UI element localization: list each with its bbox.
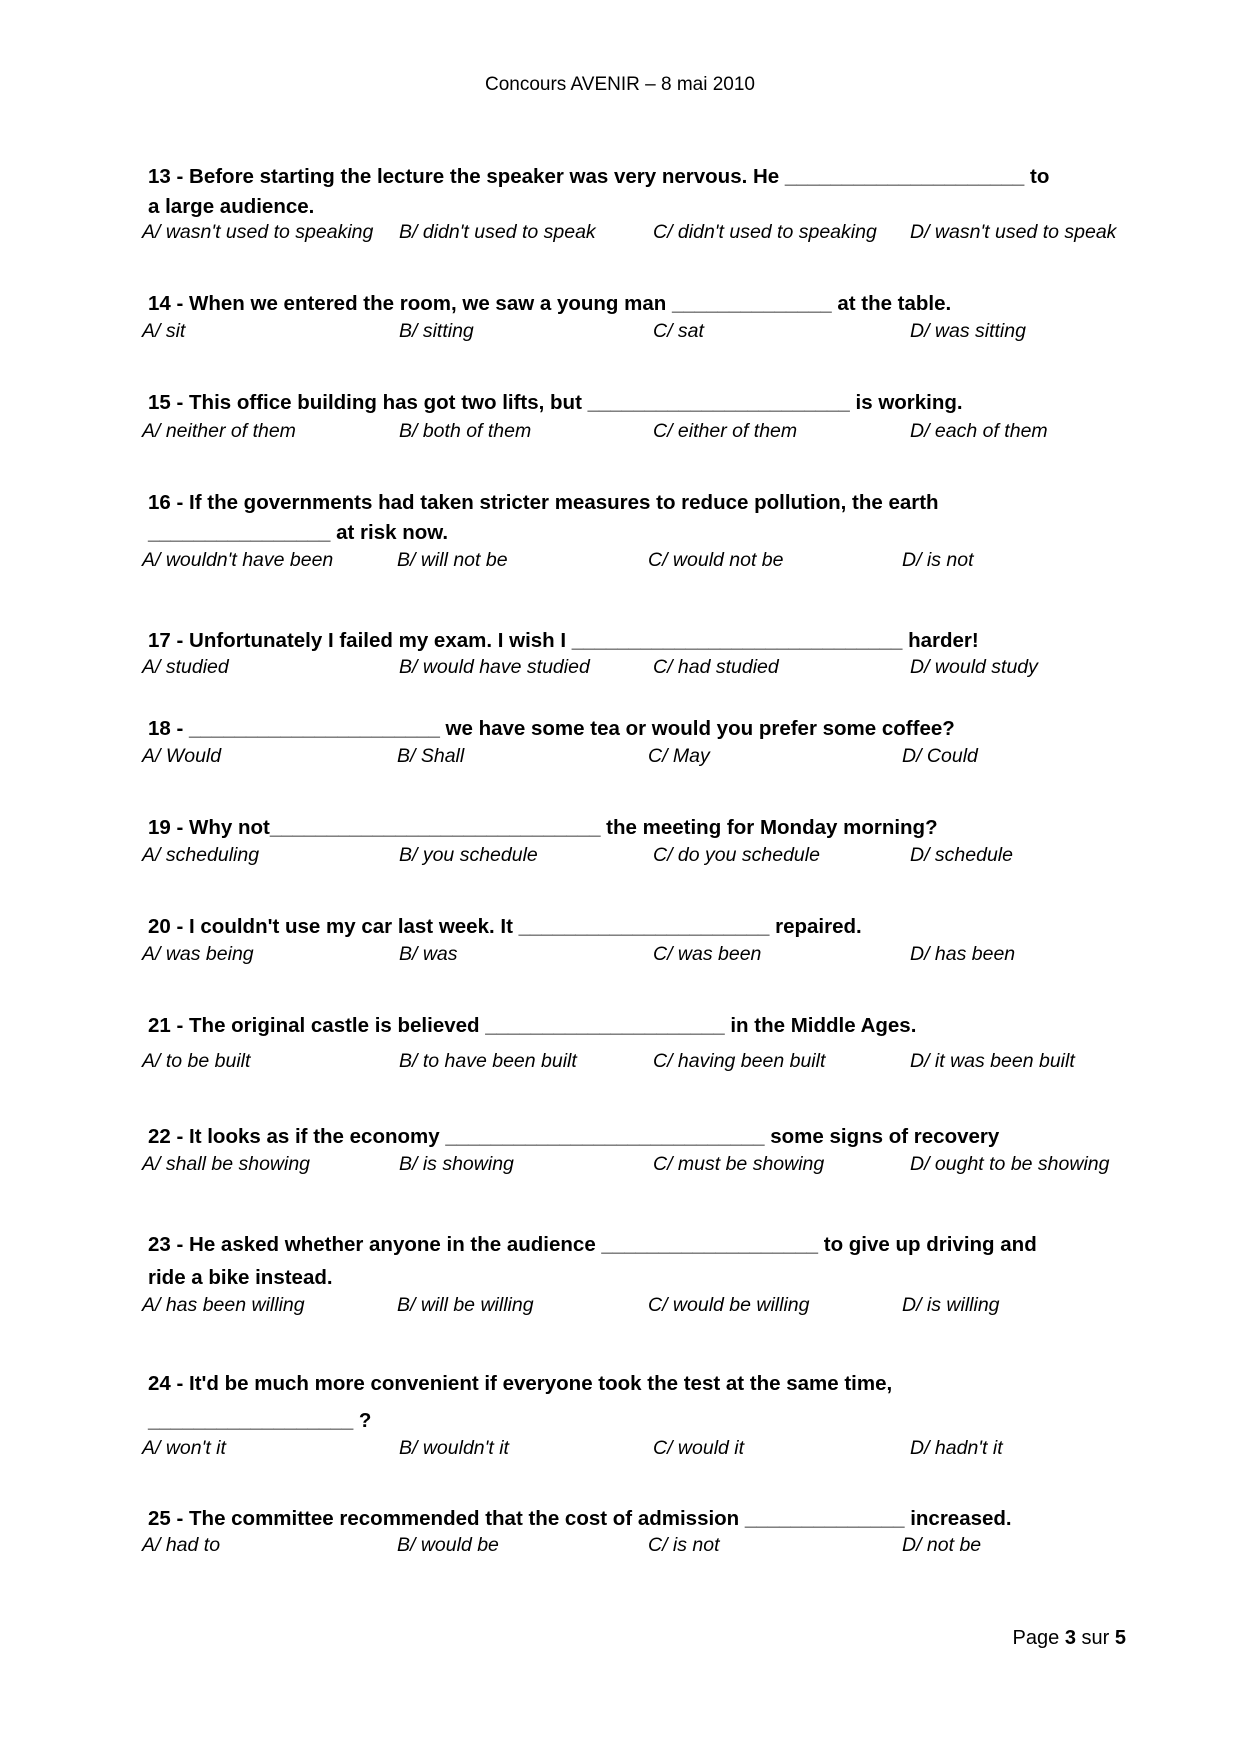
question-17	[148, 626, 1128, 656]
option-b: B/ sitting	[399, 320, 474, 342]
question-text-line: __________________ ?	[148, 1409, 372, 1432]
option-b: B/ was	[399, 943, 458, 965]
question-text-line: ride a bike instead.	[148, 1266, 333, 1289]
question-22	[148, 1122, 1128, 1152]
question-text-line: 21 - The original castle is believed _____________________ in the Middle Ages.	[148, 1014, 917, 1037]
options-17	[142, 656, 1142, 684]
question-text-line: 14 - When we entered the room, we saw a young man ______________ at the table.	[148, 292, 952, 315]
question-14	[148, 289, 1128, 319]
question-text-line: 25 - The committee recommended that the cost of admission ______________ increased.	[148, 1507, 1012, 1530]
option-d: D/ is willing	[902, 1294, 1000, 1316]
question-18	[148, 714, 1128, 744]
options-23	[142, 1294, 1142, 1322]
option-a: A/ sit	[142, 320, 186, 342]
option-d: D/ would study	[910, 656, 1038, 678]
option-c: C/ May	[648, 745, 710, 767]
option-c: C/ having been built	[653, 1050, 826, 1072]
option-c: C/ would it	[653, 1437, 745, 1459]
page-separator: sur	[1081, 1627, 1110, 1649]
option-b: B/ to have been built	[399, 1050, 577, 1072]
question-text-line: 17 - Unfortunately I failed my exam. I wish I _____________________________ harder!	[148, 629, 979, 652]
question-21	[148, 1011, 1128, 1041]
question-text-line: 20 - I couldn't use my car last week. It ______________________ repaired.	[148, 915, 862, 938]
options-22	[142, 1153, 1142, 1181]
option-c: C/ is not	[648, 1534, 720, 1556]
options-14	[142, 320, 1142, 348]
option-a: A/ scheduling	[142, 844, 260, 866]
question-text-line: 15 - This office building has got two lifts, but _______________________ is working.	[148, 391, 963, 414]
option-d: D/ schedule	[910, 844, 1013, 866]
question-text-line: 23 - He asked whether anyone in the audience ___________________ to give up driving and	[148, 1233, 1037, 1256]
question-19	[148, 813, 1128, 843]
option-d: D/ has been	[910, 943, 1016, 965]
question-text-line: 19 - Why not_____________________________ the meeting for Monday morning?	[148, 816, 938, 839]
options-13	[142, 221, 1142, 249]
question-text-line: 16 - If the governments had taken stricter measures to reduce pollution, the earth	[148, 491, 939, 514]
option-d: D/ is not	[902, 549, 974, 571]
option-c: C/ must be showing	[653, 1153, 825, 1175]
question-text-line: a large audience.	[148, 195, 315, 218]
option-c: C/ was been	[653, 943, 762, 965]
options-19	[142, 844, 1142, 872]
page-header: Concours AVENIR – 8 mai 2010	[484, 74, 755, 95]
option-b: B/ both of them	[399, 420, 532, 442]
option-a: A/ had to	[142, 1534, 221, 1556]
option-b: B/ is showing	[399, 1153, 514, 1175]
option-b: B/ didn't used to speak	[399, 221, 596, 243]
option-c: C/ sat	[653, 320, 704, 342]
question-text-line: 18 - ______________________ we have some tea or would you prefer some coffee?	[148, 717, 955, 740]
question-text-line: 13 - Before starting the lecture the speaker was very nervous. He _____________________ to	[148, 165, 1050, 188]
option-d: D/ was sitting	[910, 320, 1026, 342]
option-d: D/ each of them	[910, 420, 1048, 442]
option-a: A/ won't it	[142, 1437, 226, 1459]
option-d: D/ hadn't it	[910, 1437, 1003, 1459]
option-a: A/ was being	[142, 943, 254, 965]
question-24	[148, 1369, 1128, 1436]
option-c: C/ would not be	[648, 549, 784, 571]
current-page: 3	[1064, 1627, 1076, 1649]
question-23	[148, 1230, 1128, 1293]
option-d: D/ ought to be showing	[910, 1153, 1110, 1175]
question-text-line: ________________ at risk now.	[148, 521, 449, 544]
option-b: B/ Shall	[397, 745, 465, 767]
options-20	[142, 943, 1142, 971]
options-15	[142, 420, 1142, 448]
options-18	[142, 745, 1142, 773]
question-16	[148, 488, 1128, 548]
options-21	[142, 1050, 1142, 1078]
options-25	[142, 1534, 1142, 1562]
options-16	[142, 549, 1142, 577]
option-b: B/ you schedule	[399, 844, 538, 866]
option-b: B/ would be	[397, 1534, 499, 1556]
option-c: C/ would be willing	[648, 1294, 810, 1316]
option-d: D/ Could	[902, 745, 978, 767]
option-c: C/ didn't used to speaking	[653, 221, 877, 243]
option-b: B/ will be willing	[397, 1294, 534, 1316]
option-d: D/ wasn't used to speak	[910, 221, 1117, 243]
option-c: C/ had studied	[653, 656, 779, 678]
option-a: A/ shall be showing	[142, 1153, 311, 1175]
total-pages: 5	[1114, 1627, 1126, 1649]
question-text-line: 22 - It looks as if the economy ____________________________ some signs of recovery	[148, 1125, 1000, 1148]
option-b: B/ will not be	[397, 549, 508, 571]
option-a: A/ neither of them	[142, 420, 296, 442]
option-a: A/ studied	[142, 656, 229, 678]
options-24	[142, 1437, 1142, 1465]
option-d: D/ it was been built	[910, 1050, 1075, 1072]
option-d: D/ not be	[902, 1534, 982, 1556]
option-b: B/ would have studied	[399, 656, 590, 678]
option-a: A/ has been willing	[142, 1294, 305, 1316]
page-prefix: Page	[1012, 1627, 1060, 1649]
option-a: A/ wouldn't have been	[142, 549, 334, 571]
question-text-line: 24 - It'd be much more convenient if everyone took the test at the same time,	[148, 1372, 893, 1395]
option-b: B/ wouldn't it	[399, 1437, 509, 1459]
option-c: C/ do you schedule	[653, 844, 820, 866]
page-number	[1013, 1627, 1126, 1650]
option-c: C/ either of them	[653, 420, 798, 442]
option-a: A/ Would	[142, 745, 222, 767]
question-25	[148, 1504, 1128, 1534]
question-15	[148, 388, 1128, 418]
option-a: A/ to be built	[142, 1050, 251, 1072]
question-13	[148, 162, 1128, 222]
question-20	[148, 912, 1128, 942]
option-a: A/ wasn't used to speaking	[142, 221, 374, 243]
